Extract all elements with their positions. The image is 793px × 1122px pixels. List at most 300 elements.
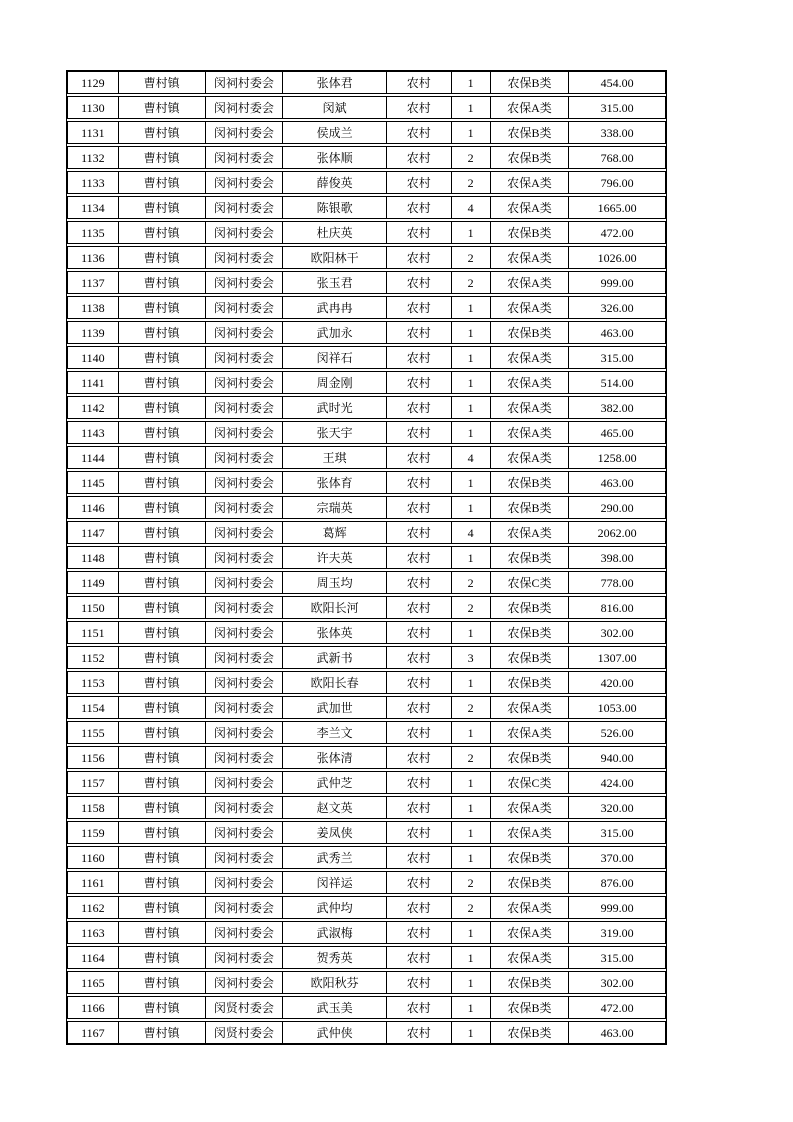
cell-name: 贺秀英 <box>283 947 387 968</box>
cell-count: 1 <box>452 822 491 843</box>
cell-village: 闵祠村委会 <box>206 747 284 768</box>
cell-town: 曹村镇 <box>119 622 206 643</box>
cell-village: 闵祠村委会 <box>206 272 284 293</box>
cell-count: 1 <box>452 497 491 518</box>
cell-town: 曹村镇 <box>119 822 206 843</box>
cell-seq: 1162 <box>68 897 119 918</box>
cell-amount: 514.00 <box>600 375 634 390</box>
cell-town: 曹村镇 <box>119 322 206 343</box>
cell-amount: 816.00 <box>600 600 634 615</box>
cell-town: 曹村镇 <box>119 1022 206 1043</box>
cell-village: 闵祠村委会 <box>206 322 284 343</box>
cell-count: 1 <box>452 122 491 143</box>
table-row <box>67 271 666 294</box>
cell-seq: 1130 <box>68 97 119 118</box>
cell-name: 欧阳长春 <box>283 672 387 693</box>
cell-amount: 315.00 <box>600 350 634 365</box>
cell-insurance-type: 农保B类 <box>491 597 570 618</box>
cell-insurance-type: 农保B类 <box>491 72 570 93</box>
cell-seq: 1136 <box>68 247 119 268</box>
cell-seq: 1156 <box>68 747 119 768</box>
cell-insurance-type: 农保A类 <box>491 447 570 468</box>
cell-name: 武新书 <box>283 647 387 668</box>
cell-amount: 315.00 <box>600 100 634 115</box>
cell-insurance-type: 农保A类 <box>491 347 570 368</box>
cell-insurance-type: 农保B类 <box>491 847 570 868</box>
cell-village: 闵祠村委会 <box>206 622 284 643</box>
cell-category: 农村 <box>387 247 452 268</box>
cell-category: 农村 <box>387 72 452 93</box>
cell-town: 曹村镇 <box>119 422 206 443</box>
cell-category: 农村 <box>387 697 452 718</box>
cell-village: 闵祠村委会 <box>206 547 284 568</box>
cell-town: 曹村镇 <box>119 847 206 868</box>
cell-category: 农村 <box>387 922 452 943</box>
cell-amount: 768.00 <box>600 150 634 165</box>
cell-name: 欧阳秋芬 <box>283 972 387 993</box>
cell-village: 闵祠村委会 <box>206 572 284 593</box>
cell-seq: 1150 <box>68 597 119 618</box>
cell-name: 杜庆英 <box>283 222 387 243</box>
cell-amount: 338.00 <box>600 125 634 140</box>
cell-amount: 876.00 <box>600 875 634 890</box>
cell-count: 1 <box>452 322 491 343</box>
cell-town: 曹村镇 <box>119 272 206 293</box>
cell-amount: 2062.00 <box>597 525 637 540</box>
cell-village: 闵祠村委会 <box>206 497 284 518</box>
cell-seq: 1132 <box>68 147 119 168</box>
cell-insurance-type: 农保B类 <box>491 472 570 493</box>
cell-insurance-type: 农保A类 <box>491 422 570 443</box>
cell-insurance-type: 农保A类 <box>491 522 570 543</box>
cell-insurance-type: 农保A类 <box>491 697 570 718</box>
cell-category: 农村 <box>387 1022 452 1043</box>
cell-name: 陈银歌 <box>283 197 387 218</box>
table-row <box>67 946 666 969</box>
cell-seq: 1159 <box>68 822 119 843</box>
table-row <box>67 446 666 469</box>
cell-seq: 1140 <box>68 347 119 368</box>
cell-seq: 1152 <box>68 647 119 668</box>
cell-seq: 1149 <box>68 572 119 593</box>
cell-name: 张体英 <box>283 622 387 643</box>
table-row <box>67 296 666 319</box>
cell-town: 曹村镇 <box>119 872 206 893</box>
cell-count: 1 <box>452 722 491 743</box>
table-row <box>67 521 666 544</box>
cell-amount: 302.00 <box>600 975 634 990</box>
cell-name: 闵祥石 <box>283 347 387 368</box>
cell-category: 农村 <box>387 772 452 793</box>
cell-name: 张玉君 <box>283 272 387 293</box>
cell-count: 1 <box>452 347 491 368</box>
cell-amount: 999.00 <box>600 900 634 915</box>
cell-village: 闵祠村委会 <box>206 97 284 118</box>
table-row <box>67 321 666 344</box>
cell-village: 闵贤村委会 <box>206 1022 284 1043</box>
cell-category: 农村 <box>387 122 452 143</box>
cell-amount: 454.00 <box>600 75 634 90</box>
cell-village: 闵贤村委会 <box>206 997 284 1018</box>
cell-category: 农村 <box>387 397 452 418</box>
cell-seq: 1146 <box>68 497 119 518</box>
cell-name: 武淑梅 <box>283 922 387 943</box>
cell-amount: 326.00 <box>600 300 634 315</box>
cell-amount: 420.00 <box>600 675 634 690</box>
cell-seq: 1148 <box>68 547 119 568</box>
cell-name: 武仲芝 <box>283 772 387 793</box>
cell-count: 1 <box>452 922 491 943</box>
cell-category: 农村 <box>387 522 452 543</box>
cell-village: 闵祠村委会 <box>206 947 284 968</box>
cell-name: 侯成兰 <box>283 122 387 143</box>
table-row <box>67 171 666 194</box>
cell-amount: 1307.00 <box>597 650 637 665</box>
cell-count: 2 <box>452 272 491 293</box>
cell-count: 1 <box>452 797 491 818</box>
cell-name: 武加永 <box>283 322 387 343</box>
cell-village: 闵祠村委会 <box>206 797 284 818</box>
cell-category: 农村 <box>387 947 452 968</box>
cell-category: 农村 <box>387 322 452 343</box>
cell-town: 曹村镇 <box>119 197 206 218</box>
cell-name: 周金刚 <box>283 372 387 393</box>
cell-name: 武时光 <box>283 397 387 418</box>
cell-count: 3 <box>452 647 491 668</box>
cell-amount: 424.00 <box>600 775 634 790</box>
cell-seq: 1142 <box>68 397 119 418</box>
cell-town: 曹村镇 <box>119 122 206 143</box>
table-row <box>67 846 666 869</box>
cell-town: 曹村镇 <box>119 147 206 168</box>
cell-name: 葛辉 <box>283 522 387 543</box>
cell-name: 张体育 <box>283 472 387 493</box>
table-row <box>67 921 666 944</box>
cell-town: 曹村镇 <box>119 672 206 693</box>
cell-count: 1 <box>452 72 491 93</box>
cell-count: 1 <box>452 672 491 693</box>
cell-category: 农村 <box>387 822 452 843</box>
cell-insurance-type: 农保B类 <box>491 647 570 668</box>
cell-count: 1 <box>452 222 491 243</box>
cell-seq: 1137 <box>68 272 119 293</box>
cell-town: 曹村镇 <box>119 572 206 593</box>
table-row <box>67 721 666 744</box>
cell-count: 1 <box>452 1022 491 1043</box>
cell-village: 闵祠村委会 <box>206 422 284 443</box>
cell-seq: 1160 <box>68 847 119 868</box>
cell-amount: 778.00 <box>600 575 634 590</box>
cell-name: 张体清 <box>283 747 387 768</box>
cell-town: 曹村镇 <box>119 947 206 968</box>
cell-seq: 1167 <box>68 1022 119 1043</box>
cell-category: 农村 <box>387 472 452 493</box>
cell-name: 欧阳长河 <box>283 597 387 618</box>
cell-category: 农村 <box>387 147 452 168</box>
cell-village: 闵祠村委会 <box>206 897 284 918</box>
cell-insurance-type: 农保A类 <box>491 822 570 843</box>
cell-count: 1 <box>452 772 491 793</box>
cell-town: 曹村镇 <box>119 722 206 743</box>
cell-insurance-type: 农保B类 <box>491 997 570 1018</box>
cell-insurance-type: 农保A类 <box>491 97 570 118</box>
table-row <box>67 671 666 694</box>
cell-seq: 1153 <box>68 672 119 693</box>
cell-seq: 1143 <box>68 422 119 443</box>
table-row <box>67 371 666 394</box>
cell-town: 曹村镇 <box>119 972 206 993</box>
payment-table <box>66 70 667 1045</box>
cell-town: 曹村镇 <box>119 472 206 493</box>
cell-village: 闵祠村委会 <box>206 847 284 868</box>
cell-count: 1 <box>452 372 491 393</box>
cell-insurance-type: 农保B类 <box>491 547 570 568</box>
cell-insurance-type: 农保B类 <box>491 222 570 243</box>
cell-category: 农村 <box>387 722 452 743</box>
cell-seq: 1163 <box>68 922 119 943</box>
cell-amount: 796.00 <box>600 175 634 190</box>
cell-count: 1 <box>452 472 491 493</box>
cell-count: 2 <box>452 597 491 618</box>
cell-seq: 1144 <box>68 447 119 468</box>
cell-name: 张天宇 <box>283 422 387 443</box>
cell-town: 曹村镇 <box>119 72 206 93</box>
cell-category: 农村 <box>387 747 452 768</box>
cell-name: 欧阳林干 <box>283 247 387 268</box>
cell-insurance-type: 农保A类 <box>491 197 570 218</box>
cell-village: 闵祠村委会 <box>206 72 284 93</box>
cell-count: 2 <box>452 172 491 193</box>
table-row <box>67 346 666 369</box>
cell-count: 1 <box>452 297 491 318</box>
cell-category: 农村 <box>387 347 452 368</box>
table-row <box>67 421 666 444</box>
cell-category: 农村 <box>387 897 452 918</box>
cell-village: 闵祠村委会 <box>206 397 284 418</box>
cell-town: 曹村镇 <box>119 647 206 668</box>
cell-village: 闵祠村委会 <box>206 697 284 718</box>
cell-insurance-type: 农保A类 <box>491 797 570 818</box>
cell-count: 2 <box>452 872 491 893</box>
cell-town: 曹村镇 <box>119 172 206 193</box>
table-row <box>67 396 666 419</box>
cell-village: 闵祠村委会 <box>206 972 284 993</box>
cell-village: 闵祠村委会 <box>206 147 284 168</box>
cell-count: 4 <box>452 197 491 218</box>
cell-seq: 1129 <box>68 72 119 93</box>
cell-town: 曹村镇 <box>119 247 206 268</box>
table-row <box>67 646 666 669</box>
cell-town: 曹村镇 <box>119 222 206 243</box>
cell-count: 4 <box>452 447 491 468</box>
cell-town: 曹村镇 <box>119 597 206 618</box>
cell-name: 薛俊英 <box>283 172 387 193</box>
cell-seq: 1135 <box>68 222 119 243</box>
cell-category: 农村 <box>387 297 452 318</box>
cell-count: 1 <box>452 972 491 993</box>
cell-insurance-type: 农保B类 <box>491 122 570 143</box>
cell-amount: 1026.00 <box>597 250 637 265</box>
cell-category: 农村 <box>387 172 452 193</box>
cell-count: 1 <box>452 997 491 1018</box>
cell-category: 农村 <box>387 447 452 468</box>
table-row <box>67 196 666 219</box>
cell-amount: 1258.00 <box>597 450 637 465</box>
cell-amount: 472.00 <box>600 225 634 240</box>
cell-insurance-type: 农保B类 <box>491 872 570 893</box>
table-row <box>67 221 666 244</box>
cell-amount: 463.00 <box>600 475 634 490</box>
cell-category: 农村 <box>387 622 452 643</box>
cell-name: 张体顺 <box>283 147 387 168</box>
cell-village: 闵祠村委会 <box>206 247 284 268</box>
cell-village: 闵祠村委会 <box>206 197 284 218</box>
cell-amount: 999.00 <box>600 275 634 290</box>
cell-count: 2 <box>452 247 491 268</box>
cell-category: 农村 <box>387 272 452 293</box>
cell-count: 1 <box>452 947 491 968</box>
cell-amount: 319.00 <box>600 925 634 940</box>
cell-seq: 1131 <box>68 122 119 143</box>
table-row <box>67 821 666 844</box>
cell-amount: 463.00 <box>600 325 634 340</box>
cell-village: 闵祠村委会 <box>206 772 284 793</box>
table-row <box>67 71 666 94</box>
cell-insurance-type: 农保B类 <box>491 622 570 643</box>
cell-town: 曹村镇 <box>119 747 206 768</box>
cell-category: 农村 <box>387 872 452 893</box>
cell-amount: 940.00 <box>600 750 634 765</box>
cell-name: 张体君 <box>283 72 387 93</box>
table-row <box>67 871 666 894</box>
cell-village: 闵祠村委会 <box>206 447 284 468</box>
cell-category: 农村 <box>387 197 452 218</box>
cell-insurance-type: 农保C类 <box>491 572 570 593</box>
table-row <box>67 621 666 644</box>
cell-category: 农村 <box>387 372 452 393</box>
table-row <box>67 571 666 594</box>
table-row <box>67 1021 666 1044</box>
cell-amount: 290.00 <box>600 500 634 515</box>
cell-amount: 382.00 <box>600 400 634 415</box>
cell-count: 2 <box>452 897 491 918</box>
cell-name: 姜凤侠 <box>283 822 387 843</box>
cell-seq: 1157 <box>68 772 119 793</box>
cell-insurance-type: 农保C类 <box>491 772 570 793</box>
cell-town: 曹村镇 <box>119 347 206 368</box>
cell-insurance-type: 农保A类 <box>491 922 570 943</box>
cell-amount: 465.00 <box>600 425 634 440</box>
cell-seq: 1165 <box>68 972 119 993</box>
cell-amount: 472.00 <box>600 1000 634 1015</box>
cell-insurance-type: 农保A类 <box>491 272 570 293</box>
cell-insurance-type: 农保B类 <box>491 672 570 693</box>
cell-count: 1 <box>452 397 491 418</box>
cell-insurance-type: 农保B类 <box>491 322 570 343</box>
cell-category: 农村 <box>387 672 452 693</box>
table-row <box>67 496 666 519</box>
cell-village: 闵祠村委会 <box>206 472 284 493</box>
cell-name: 武秀兰 <box>283 847 387 868</box>
cell-seq: 1155 <box>68 722 119 743</box>
table-row <box>67 146 666 169</box>
cell-town: 曹村镇 <box>119 447 206 468</box>
cell-name: 武加世 <box>283 697 387 718</box>
cell-name: 武玉美 <box>283 997 387 1018</box>
cell-village: 闵祠村委会 <box>206 522 284 543</box>
cell-insurance-type: 农保B类 <box>491 147 570 168</box>
table-row <box>67 746 666 769</box>
cell-amount: 315.00 <box>600 950 634 965</box>
cell-insurance-type: 农保B类 <box>491 1022 570 1043</box>
cell-village: 闵祠村委会 <box>206 297 284 318</box>
table-row <box>67 96 666 119</box>
cell-amount: 1053.00 <box>597 700 637 715</box>
cell-category: 农村 <box>387 572 452 593</box>
cell-category: 农村 <box>387 222 452 243</box>
table-row <box>67 896 666 919</box>
cell-seq: 1134 <box>68 197 119 218</box>
table-row <box>67 246 666 269</box>
cell-village: 闵祠村委会 <box>206 172 284 193</box>
cell-count: 1 <box>452 622 491 643</box>
cell-count: 1 <box>452 97 491 118</box>
cell-amount: 370.00 <box>600 850 634 865</box>
cell-amount: 315.00 <box>600 825 634 840</box>
cell-category: 农村 <box>387 847 452 868</box>
cell-insurance-type: 农保A类 <box>491 397 570 418</box>
cell-village: 闵祠村委会 <box>206 222 284 243</box>
cell-village: 闵祠村委会 <box>206 722 284 743</box>
cell-insurance-type: 农保A类 <box>491 172 570 193</box>
cell-name: 武冉冉 <box>283 297 387 318</box>
cell-village: 闵祠村委会 <box>206 597 284 618</box>
cell-seq: 1151 <box>68 622 119 643</box>
cell-town: 曹村镇 <box>119 297 206 318</box>
cell-town: 曹村镇 <box>119 497 206 518</box>
table-row <box>67 596 666 619</box>
cell-town: 曹村镇 <box>119 697 206 718</box>
cell-count: 2 <box>452 747 491 768</box>
cell-town: 曹村镇 <box>119 372 206 393</box>
table-row <box>67 771 666 794</box>
cell-category: 农村 <box>387 972 452 993</box>
cell-town: 曹村镇 <box>119 547 206 568</box>
cell-name: 许夫英 <box>283 547 387 568</box>
cell-name: 宗瑞英 <box>283 497 387 518</box>
cell-town: 曹村镇 <box>119 772 206 793</box>
cell-count: 2 <box>452 147 491 168</box>
cell-seq: 1141 <box>68 372 119 393</box>
cell-insurance-type: 农保A类 <box>491 722 570 743</box>
cell-count: 2 <box>452 572 491 593</box>
cell-seq: 1138 <box>68 297 119 318</box>
cell-name: 闵祥运 <box>283 872 387 893</box>
cell-seq: 1166 <box>68 997 119 1018</box>
cell-town: 曹村镇 <box>119 397 206 418</box>
cell-seq: 1147 <box>68 522 119 543</box>
table-row <box>67 971 666 994</box>
cell-category: 农村 <box>387 547 452 568</box>
cell-category: 农村 <box>387 797 452 818</box>
cell-category: 农村 <box>387 97 452 118</box>
cell-name: 李兰文 <box>283 722 387 743</box>
cell-insurance-type: 农保A类 <box>491 297 570 318</box>
cell-category: 农村 <box>387 597 452 618</box>
cell-seq: 1164 <box>68 947 119 968</box>
table-row <box>67 996 666 1019</box>
cell-insurance-type: 农保A类 <box>491 247 570 268</box>
